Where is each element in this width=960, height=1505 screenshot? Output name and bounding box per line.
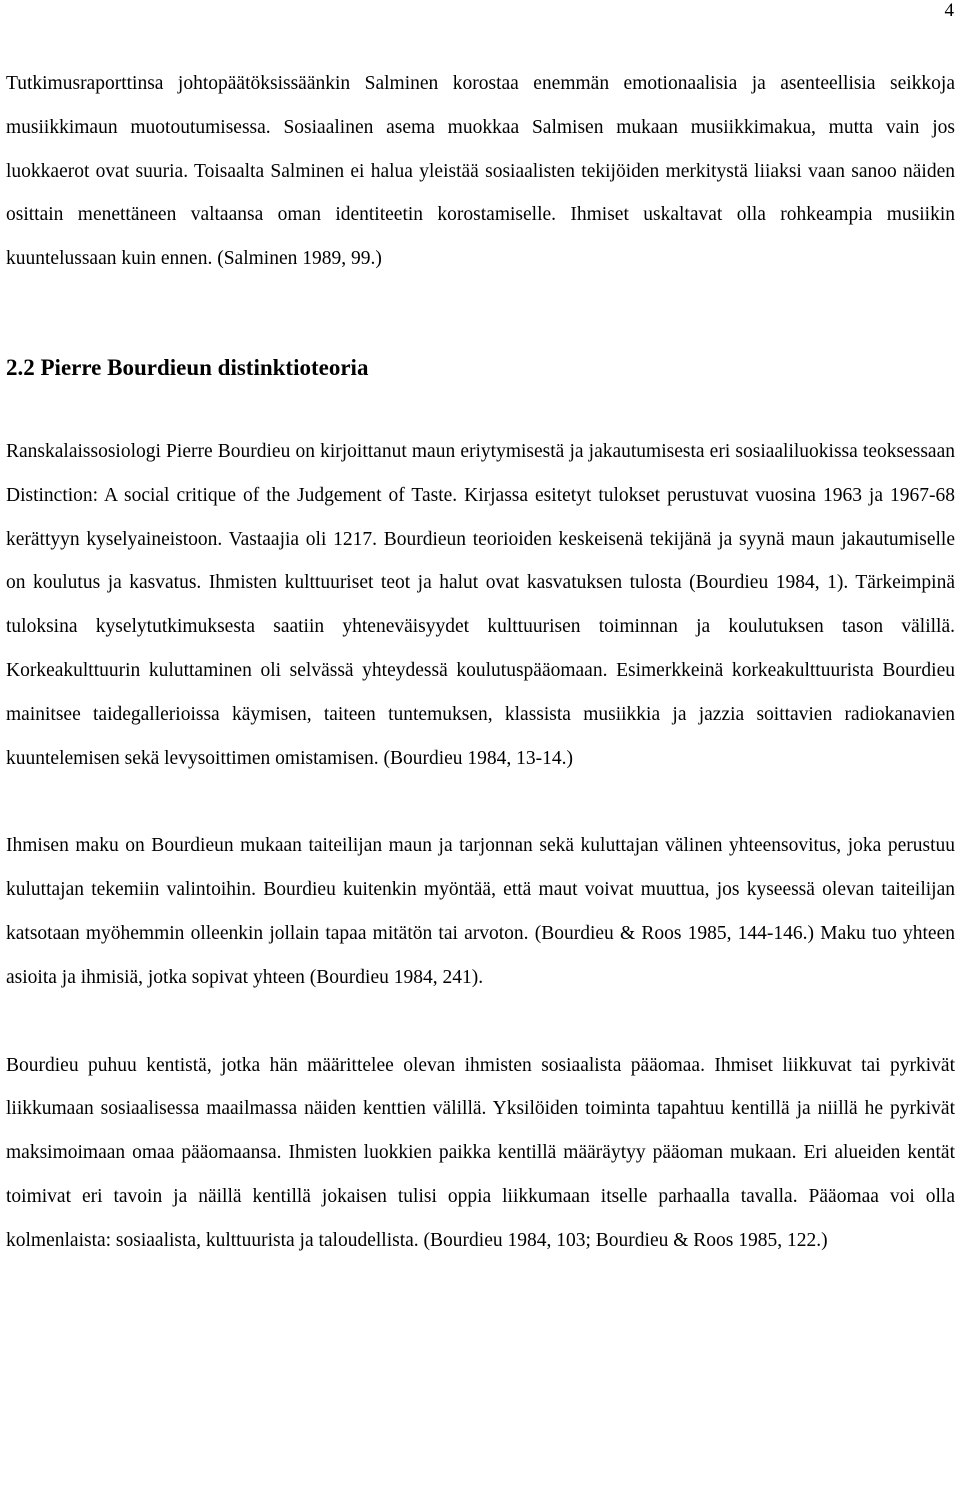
document-body — [6, 62, 955, 1263]
paragraph-fields-capital: Bourdieu puhuu kentistä, jotka hän määrittelee olevan ihmisten sosiaalista pääomaa. Ihmiset liikkuvat tai pyrkivät liikkumaan sosiaalisessa maailmassa näiden kenttien välillä. Yksilöiden toiminta tapahtuu kentillä ja niillä he pyrkivät maksimoimaan omaa pääomaansa. Ihmisten luokkien paikka kentillä määräytyy pääoman mukaan. Eri alueiden kentät toimivat eri tavoin ja näillä kentillä jokaisen tulisi oppia liikkumaan itselle parhaalla tavalla. Pääomaa voi olla kolmenlaista: sosiaalista, kulttuurista ja taloudellista. (Bourdieu 1984, 103; Bourdieu & Roos 1985, 122.) — [6, 1054, 955, 1251]
paragraph-taste-definition: Ihmisen maku on Bourdieun mukaan taiteilijan maun ja tarjonnan sekä kuluttajan välinen yhteensovitus, joka perustuu kuluttajan tekemiin valintoihin. Bourdieu kuitenkin myöntää, että maut voivat muuttua, jos kyseessä olevan taiteilijan katsotaan myöhemmin olleenkin jollain tapaa mitätön tai arvoton. (Bourdieu & Roos 1985, 144-146.) Maku tuo yhteen asioita ja ihmisiä, jotka sopivat yhteen (Bourdieu 1984, 241). — [6, 835, 955, 988]
paragraph-bourdieu-distinction: Ranskalaissosiologi Pierre Bourdieu on kirjoittanut maun eriytymisestä ja jakautumisesta eri sosiaaliluokissa teoksessaan Distinction: A social critique of the Judgement of Taste. Kirjassa esitetyt tulokset perustuvat vuosina 1963 ja 1967-68 kerättyyn kyselyaineistoon. Vastaajia oli 1217. Bourdieun teorioiden keskeisenä tekijänä ja syynä maun jakautumiselle on koulutus ja kasvatus. Ihmisten kulttuuriset teot ja halut ovat kasvatuksen tulosta (Bourdieu 1984, 1). Tärkeimpinä tuloksina kyselytutkimuksesta saatiin yhteneväisyydet kulttuurisen toiminnan ja koulutuksen tason välillä. Korkeakulttuurin kuluttaminen oli selvässä yhteydessä koulutuspääomaan. Esimerkkeinä korkeakulttuurista Bourdieu mainitsee taidegallerioissa käymisen, taiteen tuntemuksen, klassista musiikkia ja jazzia soittavien radiokanavien kuuntelemisen sekä levysoittimen omistamisen. (Bourdieu 1984, 13-14.) — [6, 440, 955, 769]
paragraph-salminen-conclusions: Tutkimusraporttinsa johtopäätöksissäänkin Salminen korostaa enemmän emotionaalisia ja asenteellisia seikkoja musiikkimaun muotoutumisessa. Sosiaalinen asema muokkaa Salmisen mukaan musiikkimakua, mutta vain jos luokkaerot ovat suuria. Toisaalta Salminen ei halua yleistää sosiaalisten tekijöiden merkitystä liiaksi vaan sanoo näiden osittain menettäneen valtaansa oman identiteetin korostamiselle. Ihmiset uskaltavat olla rohkeampia musiikin kuuntelussaan kuin ennen. (Salminen 1989, 99.) — [6, 73, 955, 270]
section-heading: 2.2 Pierre Bourdieun distinktioteoria — [6, 354, 369, 380]
page-number: 4 — [944, 0, 954, 21]
